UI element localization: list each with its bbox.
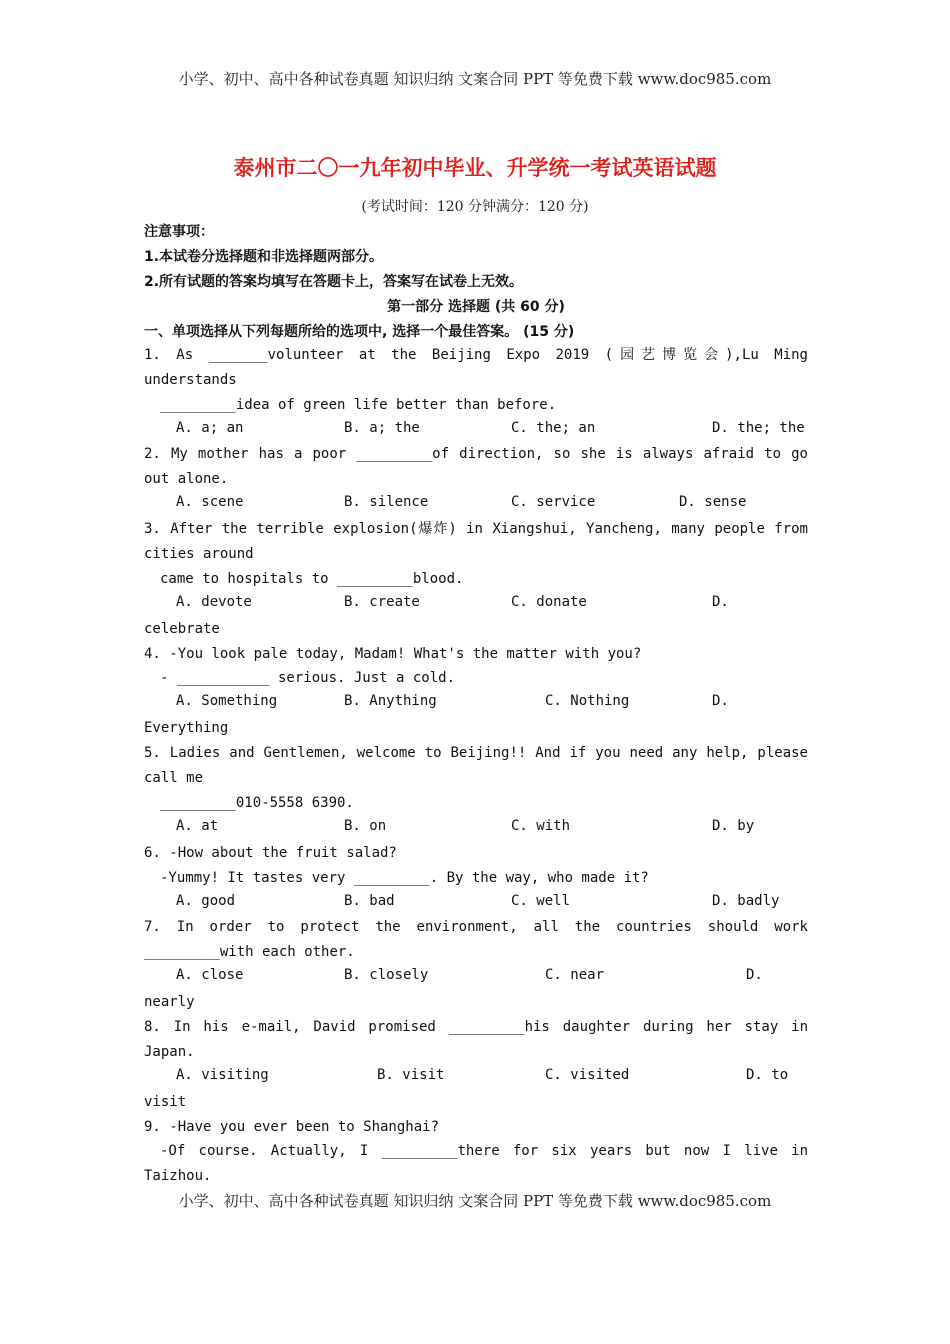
question-4-option-d-text: Everything	[144, 720, 229, 736]
part-heading: 第一部分 选择题 (共 60 分)	[387, 299, 565, 315]
question-1-option-b: B. a; the	[344, 420, 420, 436]
notes-heading: 注意事项：	[144, 224, 214, 240]
question-3-option-c: C. donate	[511, 594, 587, 610]
notes-block	[144, 220, 808, 345]
question-7-option-d-text: nearly	[144, 994, 195, 1010]
question-3-line-2: cities around	[144, 546, 254, 562]
exam-title: 泰州市二〇一九年初中毕业、升学统一考试英语试题	[233, 156, 717, 180]
question-3-line-1: 3. After the terrible explosion(爆炸) in Xiangshui, Yancheng, many people from	[144, 521, 808, 537]
page-footer: 小学、初中、高中各种试卷真题 知识归纳 文案合同 PPT 等免费下载 www.doc985.com	[178, 1192, 772, 1210]
question-4-line-1: 4. -You look pale today, Madam! What's the matter with you?	[144, 646, 642, 662]
question-7-option-a: A. close	[176, 967, 244, 983]
question-5-option-d: D. by	[712, 818, 755, 834]
question-4-option-d: D.	[712, 693, 729, 709]
question-8-option-a: A. visiting	[176, 1067, 269, 1083]
question-5-line-1: 5. Ladies and Gentlemen, welcome to Beijing!! And if you need any help, please	[144, 745, 808, 761]
notes-item-2: 2.所有试题的答案均填写在答题卡上，答案写在试卷上无效。	[144, 274, 524, 290]
question-6-line-1: 6. -How about the fruit salad?	[144, 845, 397, 861]
notes-item-1: 1.本试卷分选择题和非选择题两部分。	[144, 249, 384, 265]
question-8-line-2: Japan.	[144, 1044, 195, 1060]
question-1-option-c: C. the; an	[511, 420, 596, 436]
question-1-line-3: _________idea of green life better than before.	[160, 397, 557, 413]
question-1-option-a: A. a; an	[176, 420, 244, 436]
question-6-line-2: -Yummy! It tastes very _________. By the way, who made it?	[160, 870, 649, 886]
question-8-option-c: C. visited	[545, 1067, 630, 1083]
question-5-option-a: A. at	[176, 818, 219, 834]
question-3-option-b: B. create	[344, 594, 420, 610]
question-3-line-3: came to hospitals to _________blood.	[160, 571, 464, 587]
question-8-line-1: 8. In his e-mail, David promised _________his daughter during her stay in	[144, 1019, 808, 1035]
question-9-line-3: Taizhou.	[144, 1168, 212, 1184]
exam-subtitle: (考试时间：120 分钟满分：120 分)	[361, 199, 589, 215]
section-heading: 一、单项选择从下列每题所给的选项中, 选择一个最佳答案。 (15 分)	[144, 324, 575, 340]
question-4-option-c: C. Nothing	[545, 693, 630, 709]
question-4-option-b: B. Anything	[344, 693, 437, 709]
page-header: 小学、初中、高中各种试卷真题 知识归纳 文案合同 PPT 等免费下载 www.doc985.com	[178, 70, 772, 88]
question-7-line-2: _________with each other.	[144, 944, 355, 960]
question-1-option-d: D. the; the	[712, 420, 805, 436]
question-1-line-1: 1. As _______volunteer at the Beijing Expo 2019 (园艺博览会),Lu Ming	[144, 347, 808, 363]
question-2-option-d: D. sense	[679, 494, 747, 510]
question-1-line-2: understands	[144, 372, 237, 388]
question-4-line-2: - ___________ serious. Just a cold.	[160, 670, 456, 686]
question-8-option-d: D. to	[746, 1067, 789, 1083]
question-9-line-1: 9. -Have you ever been to Shanghai?	[144, 1119, 440, 1135]
question-2-option-c: C. service	[511, 494, 596, 510]
question-5-option-b: B. on	[344, 818, 387, 834]
question-7-option-b: B. closely	[344, 967, 429, 983]
question-4-option-a: A. Something	[176, 693, 278, 709]
question-7-option-c: C. near	[545, 967, 605, 983]
question-3-option-d-text: celebrate	[144, 621, 220, 637]
question-2-option-b: B. silence	[344, 494, 429, 510]
question-3-option-d: D.	[712, 594, 729, 610]
question-2-option-a: A. scene	[176, 494, 244, 510]
question-8-option-b: B. visit	[377, 1067, 445, 1083]
question-6-option-a: A. good	[176, 893, 236, 909]
question-5-line-3: _________010-5558 6390.	[160, 795, 354, 811]
question-6-option-d: D. badly	[712, 893, 780, 909]
question-7-line-1: 7. In order to protect the environment, all the countries should work	[144, 919, 808, 935]
question-6-option-b: B. bad	[344, 893, 395, 909]
question-7-option-d: D.	[746, 967, 763, 983]
question-3-option-a: A. devote	[176, 594, 252, 610]
question-6-option-c: C. well	[511, 893, 571, 909]
question-5-option-c: C. with	[511, 818, 571, 834]
question-9-line-2: -Of course. Actually, I _________there for six years but now I live in	[160, 1143, 808, 1159]
question-8-option-d-text: visit	[144, 1094, 187, 1110]
question-5-line-2: call me	[144, 770, 204, 786]
question-2-line-2: out alone.	[144, 471, 229, 487]
question-2-line-1: 2. My mother has a poor _________of direction, so she is always afraid to go	[144, 446, 808, 462]
